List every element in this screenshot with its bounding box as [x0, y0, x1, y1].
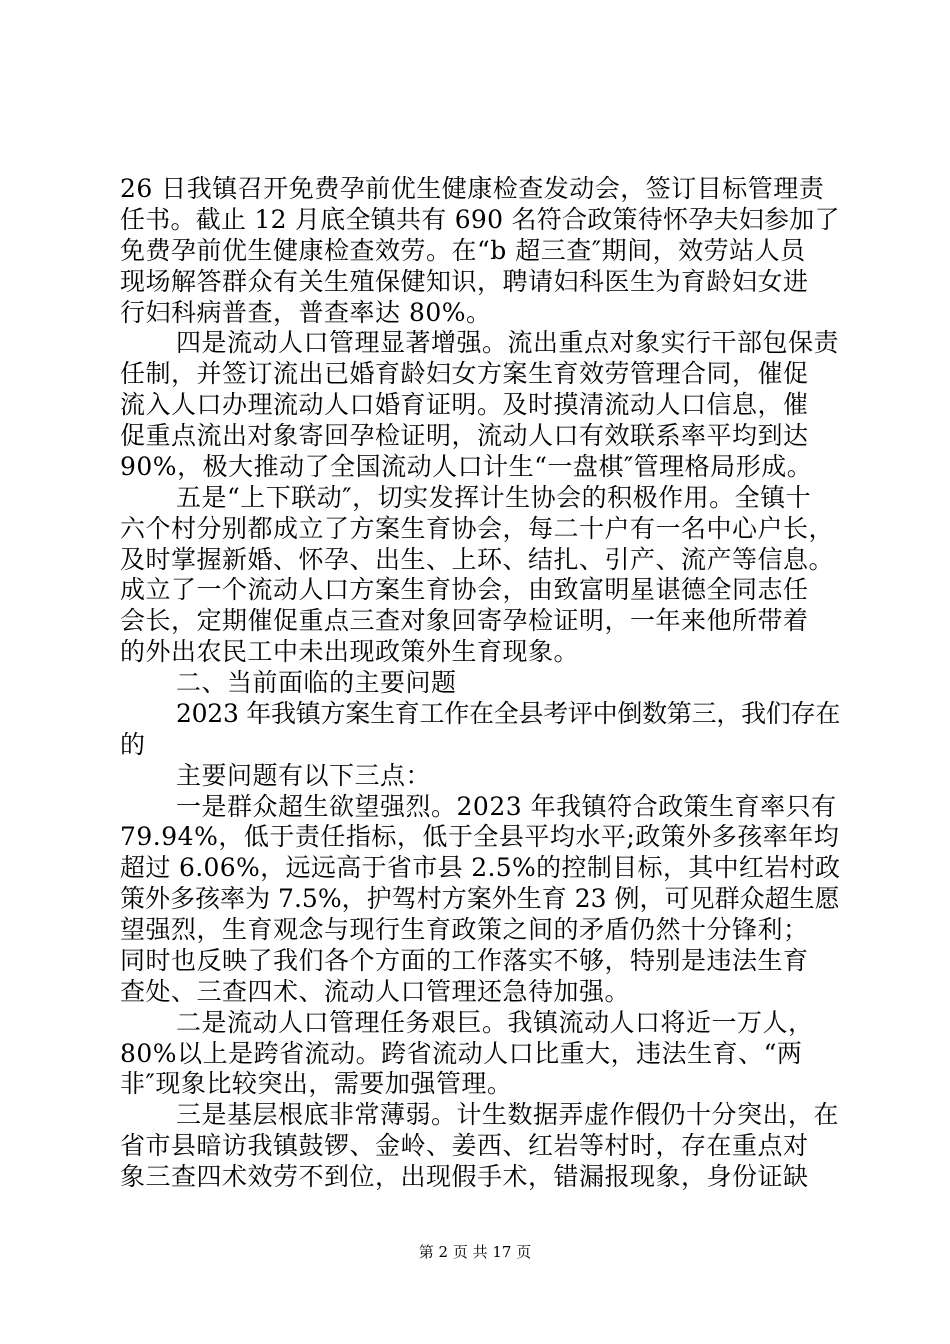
text-line: 26 日我镇召开免费孕前优生健康检查发动会，签订目标管理责 [120, 174, 825, 203]
text-line: 90%，极大推动了全国流动人口计生“一盘棋″管理格局形成。 [120, 452, 813, 481]
paragraph-start: 一是群众超生欲望强烈。2023 年我镇符合政策生育率只有 [176, 792, 837, 821]
text-line: 行妇科病普查，普查率达 80%。 [120, 298, 492, 327]
text-line: 超过 6.06%，远远高于省市县 2.5%的控制目标，其中红岩村政 [120, 853, 841, 882]
paragraph-start: 三是基层根底非常薄弱。计生数据弄虚作假仍十分突出，在 [176, 1100, 840, 1129]
text-line: 策外多孩率为 7.5%，护驾村方案外生育 23 例，可见群众超生愿 [120, 884, 840, 913]
section-heading: 二、当前面临的主要问题 [176, 668, 457, 697]
text-line: 现场解答群众有关生殖保健知识，聘请妇科医生为育龄妇女进 [120, 267, 809, 296]
text-line: 任书。截止 12 月底全镇共有 690 名符合政策待怀孕夫妇参加了 [120, 205, 840, 234]
text-line: 79.94%，低于责任指标，低于全县平均水平;政策外多孩率年均 [120, 822, 840, 851]
text-line: 非″现象比较突出，需要加强管理。 [120, 1069, 513, 1098]
text-line: 六个村分别都成立了方案生育协会，每二十户有一名中心户长， [120, 514, 835, 543]
paragraph-start: 五是“上下联动″，切实发挥计生协会的积极作用。全镇十 [176, 483, 812, 512]
text-line: 查处、三查四术、流动人口管理还急待加强。 [120, 977, 631, 1006]
text-line: 及时掌握新婚、怀孕、出生、上环、结扎、引产、流产等信息。 [120, 545, 835, 574]
text-line: 望强烈，生育观念与现行生育政策之间的矛盾仍然十分锋利； [120, 915, 809, 944]
text-line: 任制，并签订流出已婚育龄妇女方案生育效劳管理合同，催促 [120, 359, 809, 388]
text-line: 的外出农民工中未出现政策外生育现象。 [120, 637, 580, 666]
paragraph-start: 2023 年我镇方案生育工作在全县考评中倒数第三，我们存在 [176, 699, 841, 728]
paragraph-start: 主要问题有以下三点： [176, 761, 432, 790]
paragraph-start: 四是流动人口管理显著增强。流出重点对象实行干部包保责 [176, 328, 840, 357]
text-line: 流入人口办理流动人口婚育证明。及时摸清流动人口信息，催 [120, 390, 809, 419]
text-line: 省市县暗访我镇鼓锣、金岭、姜西、红岩等村时，存在重点对 [120, 1131, 809, 1160]
paragraph-start: 二是流动人口管理任务艰巨。我镇流动人口将近一万人， [176, 1008, 814, 1037]
text-line: 会长，定期催促重点三查对象回寄孕检证明，一年来他所带着 [120, 606, 809, 635]
text-line: 免费孕前优生健康检查效劳。在“b 超三查″期间，效劳站人员 [120, 236, 806, 265]
text-line: 同时也反映了我们各个方面的工作落实不够，特别是违法生育 [120, 946, 809, 975]
page-footer: 第 2 页 共 17 页 [418, 1243, 532, 1261]
text-line: 80%以上是跨省流动。跨省流动人口比重大，违法生育、“两 [120, 1039, 803, 1068]
text-line: 象三查四术效劳不到位，出现假手术，错漏报现象，身份证缺 [120, 1162, 809, 1191]
text-line: 的 [120, 730, 146, 759]
text-line: 成立了一个流动人口方案生育协会，由致富明星谌德全同志任 [120, 575, 809, 604]
text-line: 促重点流出对象寄回孕检证明，流动人口有效联系率平均到达 [120, 421, 809, 450]
